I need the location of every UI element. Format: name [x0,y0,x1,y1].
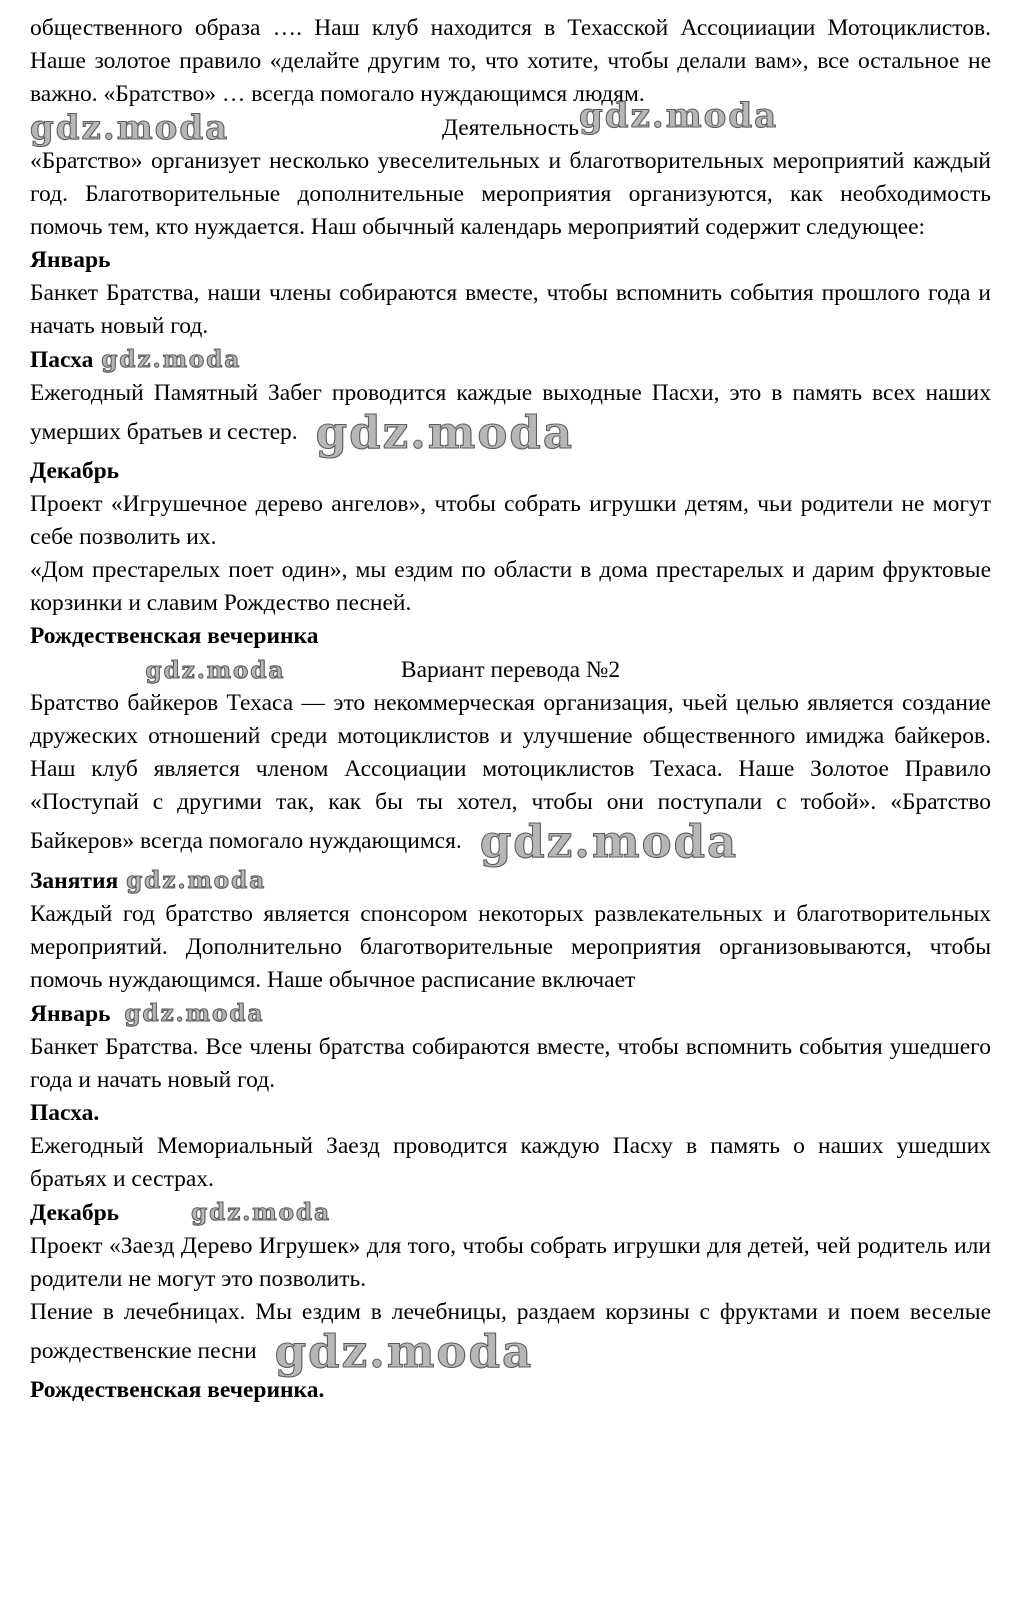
variant-2-title-row [30,653,991,687]
heading-december-2-label: Декабрь [30,1200,120,1226]
variant-2-text: Братство байкеров Техаса — это некоммерческая организация, чьей целью является создание дружеских отношений среди мотоциклистов и улучшение общественного имиджа байкеров. Наш клуб является членом Ассоциации мотоциклистов Техаса. Наше Золотое Правило «Поступай с другими так, как бы ты хотел, чтобы они поступали с тобой». «Братство Байкеров» всегда помогало нуждающимся. [30,690,991,854]
gdz-moda-watermark: gdz.moda [479,815,739,868]
gdz-moda-watermark: gdz.moda [126,867,267,894]
heading-christmas-party-1: Рождественская вечеринка [30,623,319,649]
january-1-paragraph: Банкет Братства, наши члены собираются вместе, чтобы вспомнить события прошлого года и начать новый год. [30,280,991,339]
heading-classes [30,864,991,898]
heading-easter-1-label: Пасха [30,347,94,373]
activity-title-row [30,95,991,148]
gdz-moda-watermark: gdz.moda [101,346,242,373]
easter-1-paragraph [30,377,991,459]
activity-paragraph: «Братство» организует несколько увеселительных и благотворительных мероприятий каждый год. Благотворительные дополнительные мероприятия организуются, как необходимость помочь тем, кто нуждается. Наш обычный календарь мероприятий содержит следующее: [30,148,991,240]
heading-easter-1 [30,343,991,377]
december-1-paragraph-1: Проект «Игрушечное дерево ангелов», чтобы собрать игрушки детям, чьи родители не могут себе позволить их. [30,491,991,550]
intro-paragraph: общественного образа …. Наш клуб находится в Техасской Ассоцииации Мотоциклистов. Наше золотое правило «делайте другим то, что хотите, чтобы делали вам», все остальное не важно. «Братство» … всегда помогало нуждающимся людям. [30,15,991,107]
january-2-paragraph: Банкет Братства. Все члены братства собираются вместе, чтобы вспомнить события ушедшего года и начать новый год. [30,1034,991,1093]
heading-christmas-party-2: Рождественская вечеринка. [30,1377,325,1403]
variant-2-title: Вариант перевода №2 [400,656,621,683]
heading-january-2-label: Январь [30,1001,111,1027]
easter-2-paragraph: Ежегодный Мемориальный Заезд проводится каждую Пасху в память о наших ушедших братьях и сестрах. [30,1133,991,1192]
december-2-paragraph-1: Проект «Заезд Дерево Игрушек» для того, чтобы собрать игрушки для детей, чей родитель или родители не могут это позволить. [30,1233,991,1292]
gdz-moda-watermark: gdz.moda [274,1325,534,1378]
gdz-moda-watermark: gdz.moda [145,656,286,684]
heading-december-1: Декабрь [30,458,120,484]
heading-december-2 [30,1196,991,1230]
gdz-moda-watermark: gdz.moda [579,95,779,136]
classes-paragraph: Каждый год братство является спонсором некоторых развлекательных и благотворительных мероприятий. Дополнительно благотворительные мероприятия организовываются, чтобы помочь нуждающимся. Наше обычное расписание включает [30,901,991,993]
gdz-moda-watermark: gdz.moda [191,1199,331,1226]
variant-2-paragraph [30,687,991,868]
december-2-text: Пение в лечебницах. Мы ездим в лечебницы, раздаем корзины с фруктами и поем веселые рождественские песни [30,1299,991,1364]
december-2-paragraph-2 [30,1296,991,1378]
heading-classes-label: Занятия [30,868,119,894]
heading-january-2 [30,997,991,1031]
gdz-moda-watermark: gdz.moda [124,1000,265,1027]
section-title-activity: Деятельность [441,114,580,141]
heading-easter-2: Пасха. [30,1100,100,1126]
gdz-moda-watermark: gdz.moda [30,107,230,148]
gdz-moda-watermark: gdz.moda [315,406,575,459]
easter-1-text: Ежегодный Памятный Забег проводится каждые выходные Пасхи, это в память всех наших умерших братьев и сестер. [30,380,991,445]
heading-january-1: Январь [30,247,111,273]
december-1-paragraph-2: «Дом престарелых поет один», мы ездим по области в дома престарелых и дарим фруктовые корзинки и славим Рождество песней. [30,557,991,616]
